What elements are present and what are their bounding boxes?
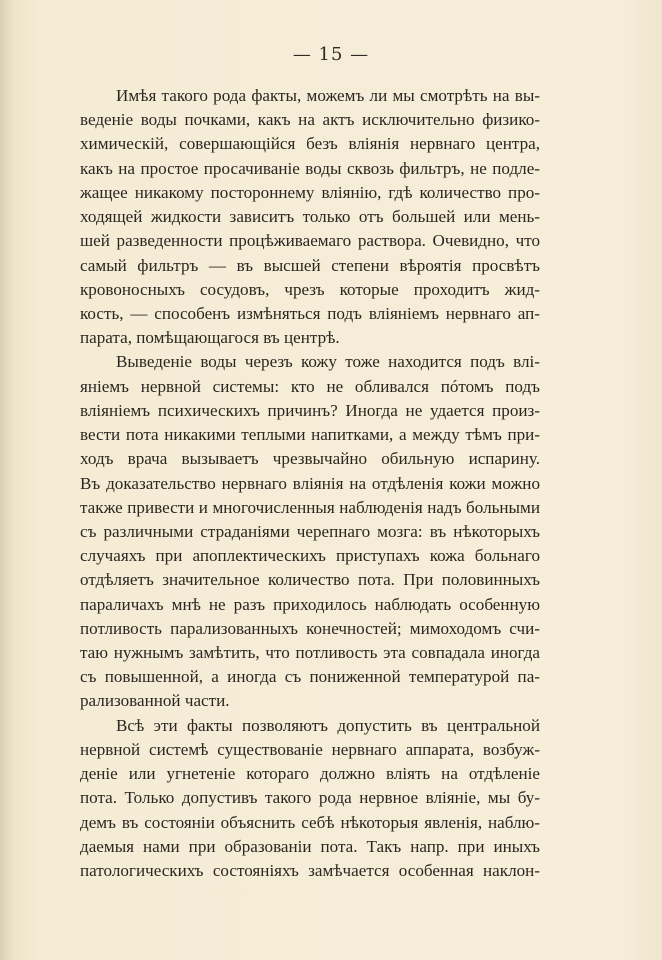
text-line: кость, — способенъ измѣняться подъ вліяніемъ нервнаго ап- xyxy=(80,303,540,323)
paragraph xyxy=(80,350,540,713)
text-line: какъ на простое просачиваніе воды сквозь фильтръ, не подле- xyxy=(80,158,540,178)
text-line: деніе или угнетеніе котораго должно вліять на отдѣленіе xyxy=(80,764,540,784)
text-line: съ повышенной, а иногда съ пониженной температурой па- xyxy=(80,667,540,687)
text-line: съ различными страданіями черепнаго мозга: въ нѣкоторыхъ xyxy=(80,521,540,541)
text-line: демъ въ состояніи объяснить себѣ нѣкоторыя явленія, наблю- xyxy=(80,812,540,832)
text-line: ходящей жидкости зависитъ только отъ большей или мень- xyxy=(80,207,540,227)
text-line: потливость парализованныхъ конечностей; мимоходомъ счи- xyxy=(80,618,540,638)
text-line: Имѣя такого рода факты, можемъ ли мы смотрѣть на вы- xyxy=(116,86,540,105)
page-number: — 15 — xyxy=(292,44,370,65)
text-line: патологическихъ состояніяхъ замѣчается особенная наклон- xyxy=(80,861,540,880)
text-line: также привести и многочисленныя наблюденія надъ больными xyxy=(80,497,540,517)
text-line: кровоносныхъ сосудовъ, чрезъ которые проходитъ жид- xyxy=(80,279,540,299)
body-text xyxy=(80,84,540,883)
text-line: шей разведенности процѣживаемаго раствора. Очевидно, что xyxy=(80,231,540,251)
text-line: самый фильтръ — въ высшей степени вѣроятія просвѣтъ xyxy=(80,255,540,275)
text-line: химическій, совершающійся безъ вліянія нервнаго центра, xyxy=(80,134,540,154)
text-line: таю нужнымъ замѣтить, что потливость эта совпадала иногда xyxy=(80,643,540,663)
text-line: ходъ врача вызываетъ чрезвычайно обильную испарину. xyxy=(80,449,540,469)
text-line: Всѣ эти факты позволяютъ допустить въ центральной xyxy=(116,715,540,735)
text-line: параличахъ мнѣ не разъ приходилось наблюдать особенную xyxy=(80,594,540,614)
text-line: даемыя нами при образованіи пота. Такъ напр. при иныхъ xyxy=(80,836,540,856)
paragraph xyxy=(80,714,540,884)
paragraph xyxy=(80,84,540,350)
text-line: пота. Только допустивъ такого рода нервное вліяніе, мы бу- xyxy=(80,788,540,808)
text-line: жащее никакому постороннему вліянію, гдѣ количество про- xyxy=(80,182,540,202)
text-line: Въ доказательство нервнаго вліянія на отдѣленія кожи можно xyxy=(80,473,540,493)
text-line: случаяхъ при апоплектическихъ приступахъ кожа больнаго xyxy=(80,546,540,566)
text-line: парата, помѣщающагося въ центрѣ. xyxy=(80,328,340,348)
text-line: нервной системѣ существованіе нервнаго аппарата, возбуж- xyxy=(80,739,540,759)
text-line: вліяніемъ психическихъ причинъ? Иногда не удается произ- xyxy=(80,400,540,420)
text-line: вести пота никакими теплыми напитками, а между тѣмъ при- xyxy=(80,425,540,445)
text-line: отдѣляетъ значительное количество пота. При половинныхъ xyxy=(80,570,540,590)
text-line: Выведеніе воды черезъ кожу тоже находится подъ влі- xyxy=(116,352,540,372)
text-line: рализованной части. xyxy=(80,691,230,711)
text-line: веденіе воды почками, какъ на актъ исключительно физико- xyxy=(80,110,540,130)
text-line: яніемъ нервной системы: кто не обливался пóтомъ подъ xyxy=(80,376,540,396)
